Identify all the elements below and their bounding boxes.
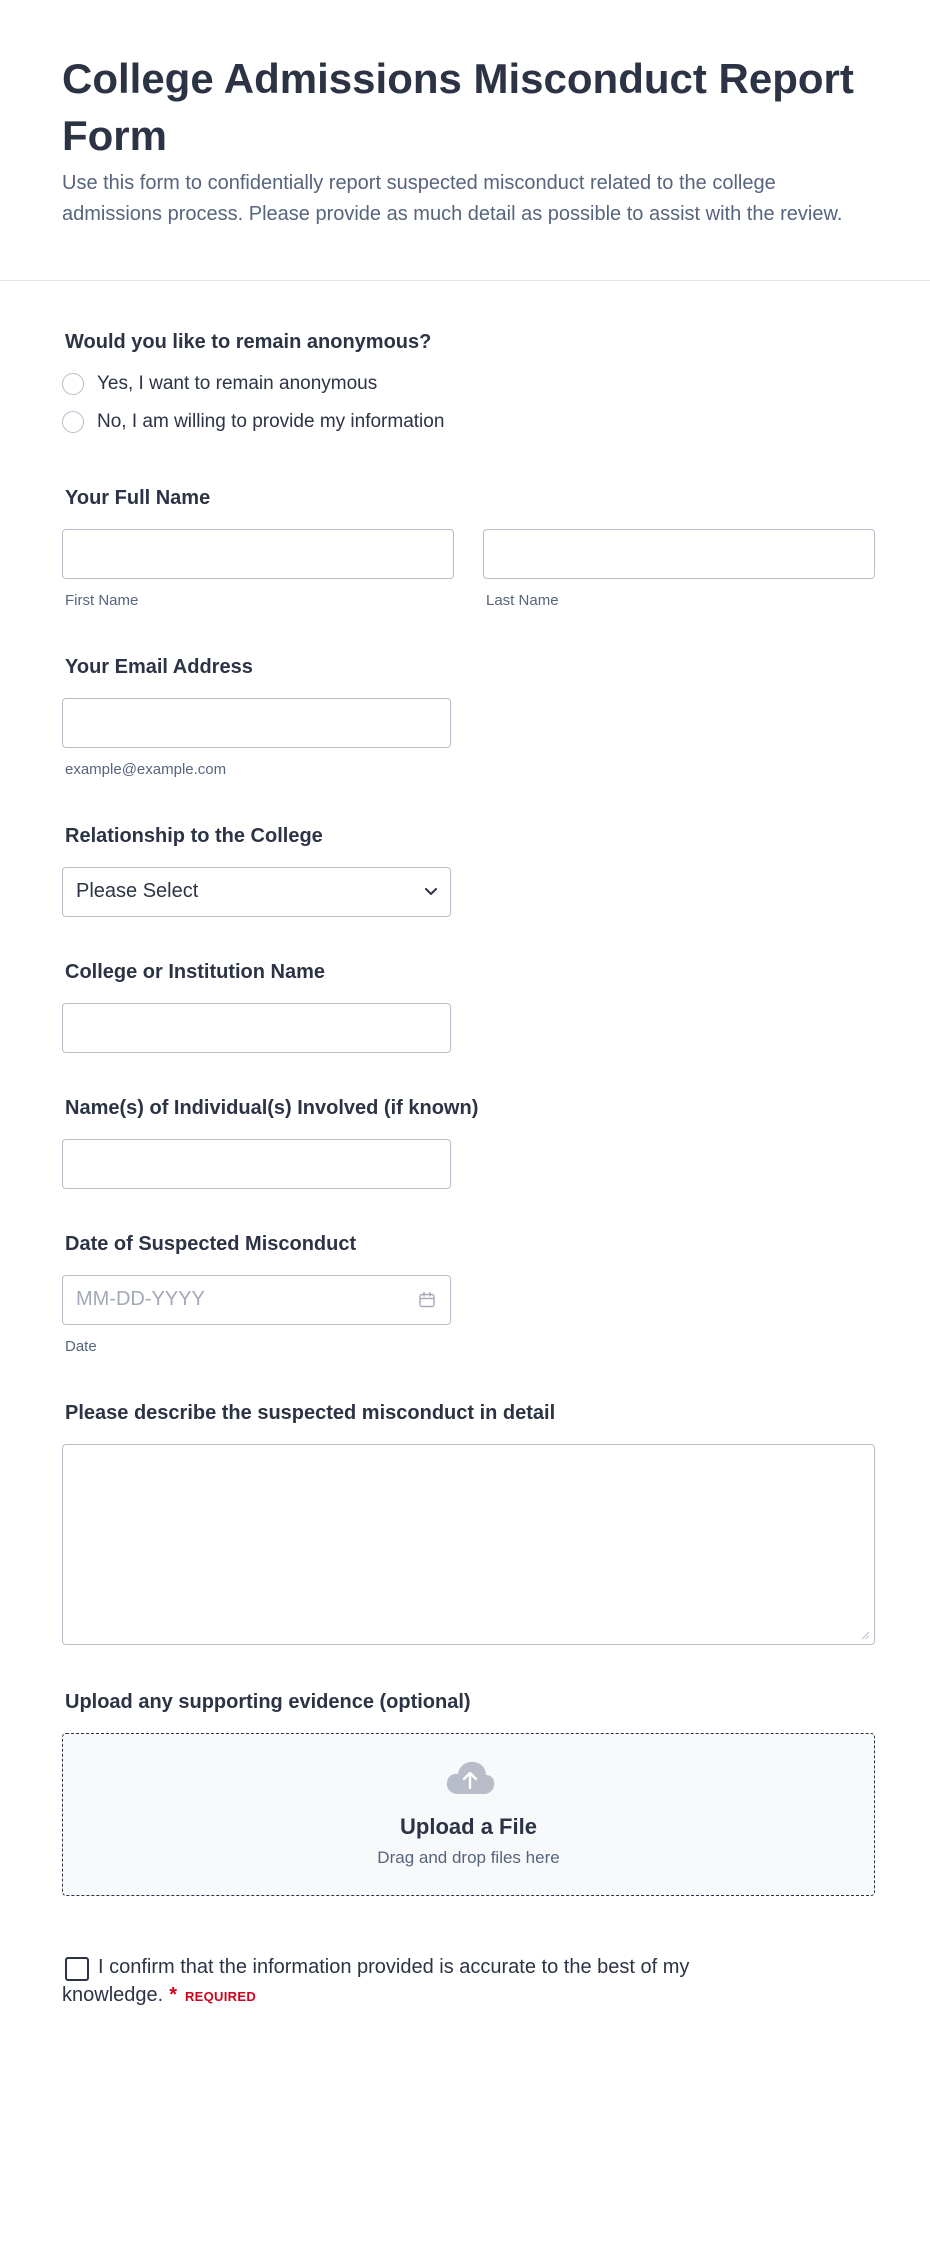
date-placeholder: MM-DD-YYYY xyxy=(76,1288,205,1310)
form-body xyxy=(0,281,930,2181)
individuals-input[interactable] xyxy=(62,1139,451,1189)
last-name-sublabel: Last Name xyxy=(486,592,559,609)
anonymous-label: Would you like to remain anonymous? xyxy=(65,331,432,353)
radio-button[interactable] xyxy=(62,373,84,395)
description-label: Please describe the suspected misconduct in detail xyxy=(65,1402,556,1424)
date-input[interactable] xyxy=(62,1275,451,1325)
required-asterisk: * xyxy=(169,1984,177,2006)
description-textarea[interactable] xyxy=(62,1444,875,1645)
confirm-statement xyxy=(62,1953,762,2011)
first-name-input[interactable] xyxy=(62,529,454,579)
relationship-label: Relationship to the College xyxy=(65,825,323,847)
file-upload-dropzone[interactable] xyxy=(62,1733,875,1896)
college-label: College or Institution Name xyxy=(65,961,326,983)
upload-label: Upload any supporting evidence (optional) xyxy=(65,1691,471,1713)
email-input[interactable] xyxy=(62,698,451,748)
resize-handle-icon[interactable] xyxy=(860,1630,870,1640)
page-subtitle: Use this form to confidentially report suspected misconduct related to the college admissions process. Please provide as much detail as possible to assist with the review. xyxy=(62,172,843,225)
cloud-upload-icon xyxy=(445,1760,495,1796)
first-name-sublabel: First Name xyxy=(65,592,139,609)
date-label: Date of Suspected Misconduct xyxy=(65,1233,357,1255)
select-value: Please Select xyxy=(76,880,199,902)
last-name-input[interactable] xyxy=(483,529,875,579)
radio-label: Yes, I want to remain anonymous xyxy=(97,373,378,394)
radio-option-yes[interactable] xyxy=(62,373,377,395)
confirm-text: I confirm that the information provided is accurate to the best of my knowledge. xyxy=(62,1956,690,2006)
email-sublabel: example@example.com xyxy=(65,761,227,778)
college-input[interactable] xyxy=(62,1003,451,1053)
radio-option-no[interactable] xyxy=(62,411,444,433)
relationship-select[interactable] xyxy=(62,867,451,917)
radio-label: No, I am willing to provide my information xyxy=(97,411,445,432)
full-name-label: Your Full Name xyxy=(65,487,211,509)
upload-title: Upload a File xyxy=(400,1814,537,1839)
calendar-icon[interactable] xyxy=(418,1291,436,1309)
required-badge: REQUIRED xyxy=(184,1989,257,2004)
form-header xyxy=(0,0,930,281)
page-title: College Admissions Misconduct Report Form xyxy=(62,55,854,159)
anonymous-field xyxy=(62,281,868,2181)
individuals-label: Name(s) of Individual(s) Involved (if known) xyxy=(65,1097,479,1119)
chevron-down-icon xyxy=(424,885,438,899)
upload-subtitle: Drag and drop files here xyxy=(377,1848,560,1867)
date-sublabel: Date xyxy=(65,1338,97,1355)
email-label: Your Email Address xyxy=(65,656,253,678)
radio-button[interactable] xyxy=(62,411,84,433)
